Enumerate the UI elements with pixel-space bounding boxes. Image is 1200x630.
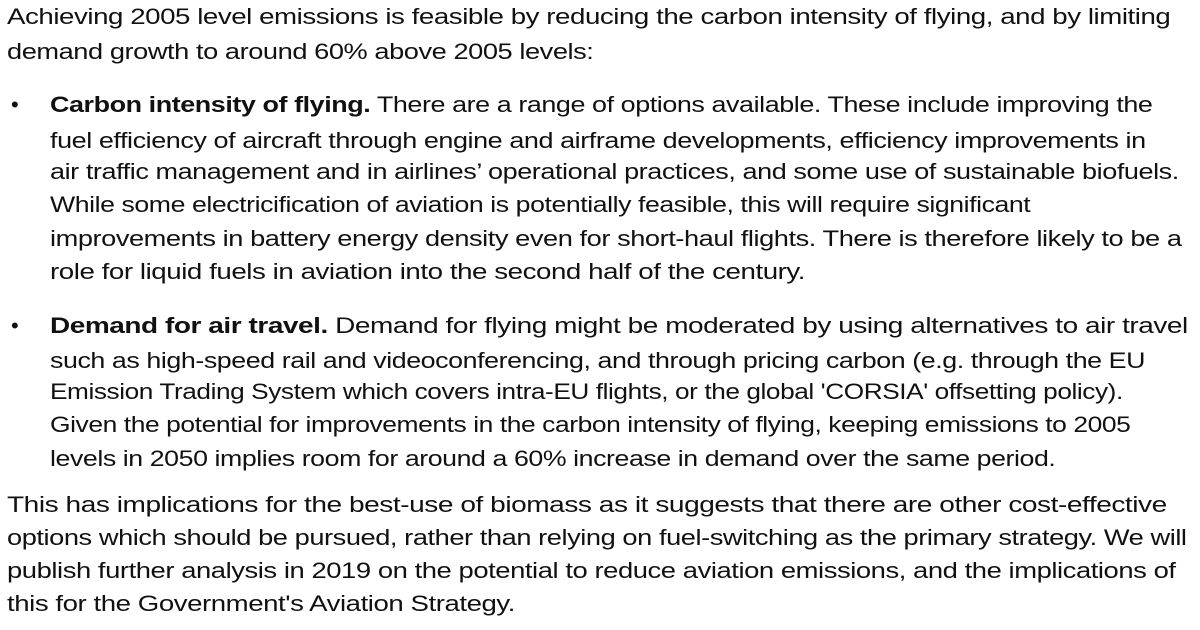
- bullet-1-line-5: improvements in battery energy density even for short-haul flights. There is therefore likely to be a: [50, 226, 1182, 251]
- intro-line-2: demand growth to around 60% above 2005 levels:: [7, 39, 594, 64]
- bullet-2-line-3: Emission Trading System which covers intra-EU flights, or the global 'CORSIA' offsetting policy).: [50, 379, 1123, 404]
- intro-line-1: Achieving 2005 level emissions is feasible by reducing the carbon intensity of flying, and by limiting: [7, 4, 1171, 29]
- bullet-2-heading: Demand for air travel.: [50, 313, 328, 338]
- closing-line-4: this for the Government's Aviation Strategy.: [7, 591, 515, 616]
- closing-line-3: publish further analysis in 2019 on the potential to reduce aviation emissions, and the implications of: [7, 558, 1176, 583]
- bullet-2-line-2: such as high-speed rail and videoconferencing, and through pricing carbon (e.g. through the EU: [50, 348, 1146, 373]
- bullet-1-line-4: While some electricification of aviation is potentially feasible, this will require significant: [50, 192, 1031, 217]
- closing-line-2: options which should be pursued, rather than relying on fuel-switching as the primary strategy. We will: [7, 525, 1187, 550]
- bullet-2-first-line: [50, 311, 1188, 340]
- bullet-marker: •: [11, 313, 19, 338]
- bullet-1-first-line-text: There are a range of options available. These include improving the: [370, 92, 1153, 117]
- bullet-1-first-line: [50, 90, 1152, 119]
- bullet-1-line-3: air traffic management and in airlines’ operational practices, and some use of sustainable biofuels.: [50, 159, 1179, 184]
- bullet-1-line-2: fuel efficiency of aircraft through engine and airframe developments, efficiency improvements in: [50, 128, 1146, 153]
- closing-line-1: This has implications for the best-use of biomass as it suggests that there are other cost-effective: [7, 492, 1167, 517]
- bullet-1-heading: Carbon intensity of flying.: [50, 92, 371, 117]
- bullet-2-line-4: Given the potential for improvements in the carbon intensity of flying, keeping emissions to 2005: [50, 412, 1131, 437]
- bullet-2-first-line-text: Demand for flying might be moderated by using alternatives to air travel: [327, 313, 1188, 338]
- bullet-1-line-6: role for liquid fuels in aviation into the second half of the century.: [50, 259, 806, 284]
- bullet-marker: •: [11, 92, 19, 117]
- bullet-2-line-5: levels in 2050 implies room for around a 60% increase in demand over the same period.: [50, 446, 1056, 471]
